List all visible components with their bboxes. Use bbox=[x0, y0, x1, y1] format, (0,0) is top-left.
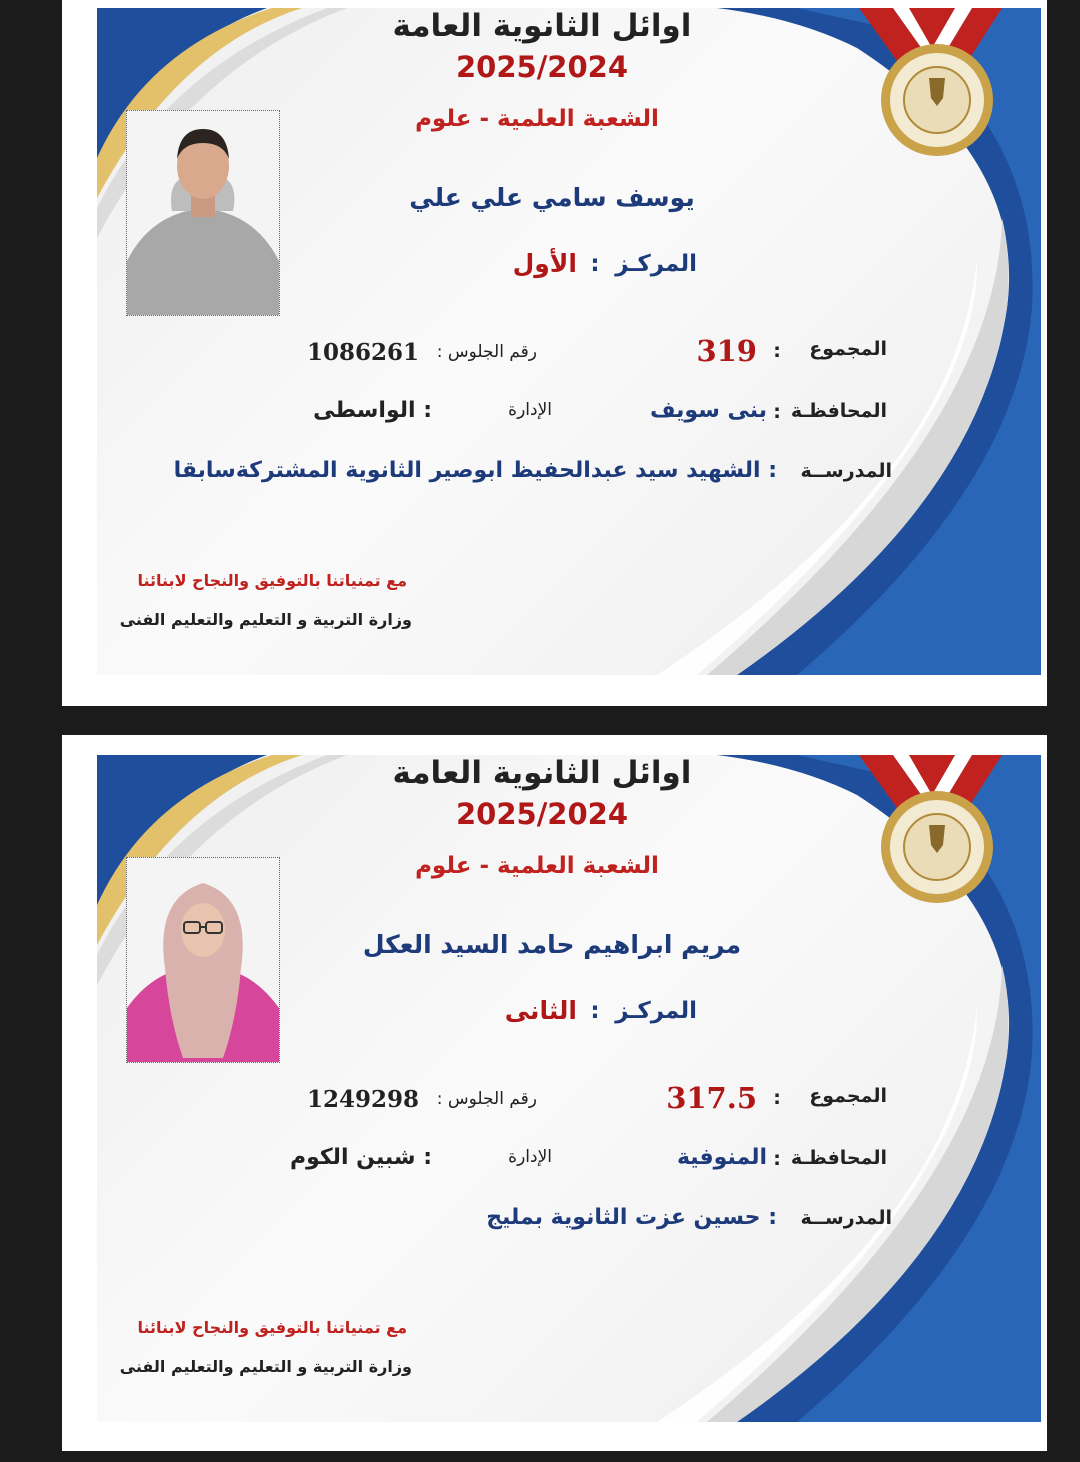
governorate-value: بنى سويف bbox=[649, 398, 767, 423]
governorate-value: المنوفية bbox=[676, 1145, 767, 1170]
total-separator: : bbox=[773, 340, 781, 362]
total-value: 319 bbox=[696, 334, 757, 368]
school-value: : حسين عزت الثانوية بمليج bbox=[486, 1205, 777, 1230]
certificate-year: 2025/2024 bbox=[455, 797, 629, 831]
ministry-name: وزارة التربية و التعليم والتعليم الفنى bbox=[119, 1357, 412, 1376]
branch-label: الشعبة العلمية - علوم bbox=[415, 853, 659, 879]
certificate-year: 2025/2024 bbox=[455, 50, 629, 84]
seat-number-value: 1086261 bbox=[307, 339, 420, 366]
certificate-title: اوائل الثانوية العامة bbox=[392, 755, 692, 791]
seat-number-label: رقم الجلوس : bbox=[436, 342, 537, 362]
total-separator: : bbox=[773, 1087, 781, 1109]
student-photo bbox=[126, 857, 280, 1063]
wishes-text: مع تمنياتنا بالتوفيق والنجاح لابنائنا bbox=[137, 1318, 407, 1337]
school-value: : الشهيد سيد عبدالحفيظ ابوصير الثانوية المشتركةسابقا bbox=[173, 458, 777, 483]
rank-value: الأول bbox=[512, 249, 577, 278]
wishes-text: مع تمنياتنا بالتوفيق والنجاح لابنائنا bbox=[137, 571, 407, 590]
student-name: يوسف سامي علي علي bbox=[409, 183, 695, 212]
seat-number-value: 1249298 bbox=[307, 1086, 420, 1113]
branch-label: الشعبة العلمية - علوم bbox=[415, 106, 659, 132]
certificate-card bbox=[97, 8, 1041, 675]
governorate-separator: : bbox=[773, 401, 781, 423]
governorate-separator: : bbox=[773, 1148, 781, 1170]
total-value: 317.5 bbox=[666, 1081, 757, 1115]
total-label: المجموع bbox=[809, 1085, 887, 1107]
governorate-label: المحافظـة bbox=[790, 400, 887, 422]
certificate-sheet-2 bbox=[62, 735, 1047, 1451]
administration-label: الإدارة bbox=[508, 400, 552, 420]
certificate-card bbox=[97, 755, 1041, 1422]
rank-separator: : bbox=[590, 998, 600, 1024]
governorate-label: المحافظـة bbox=[790, 1147, 887, 1169]
student-photo-female-icon bbox=[127, 858, 279, 1062]
school-label: المدرســة bbox=[800, 1207, 892, 1229]
seat-number-label: رقم الجلوس : bbox=[436, 1089, 537, 1109]
certificate-title: اوائل الثانوية العامة bbox=[392, 8, 692, 44]
student-photo bbox=[126, 110, 280, 316]
rank-separator: : bbox=[590, 251, 600, 277]
ministry-name: وزارة التربية و التعليم والتعليم الفنى bbox=[119, 610, 412, 629]
total-label: المجموع bbox=[809, 338, 887, 360]
rank-value: الثانى bbox=[504, 996, 577, 1025]
school-label: المدرســة bbox=[800, 460, 892, 482]
administration-value: : الواسطى bbox=[313, 398, 432, 423]
administration-label: الإدارة bbox=[508, 1147, 552, 1167]
student-name: مريم ابراهيم حامد السيد العكل bbox=[362, 930, 742, 959]
rank-label: المركـز bbox=[615, 251, 697, 277]
administration-value: : شبين الكوم bbox=[289, 1145, 432, 1170]
student-photo-male-icon bbox=[127, 111, 279, 315]
rank-label: المركـز bbox=[615, 998, 697, 1024]
certificate-sheet-1 bbox=[62, 0, 1047, 706]
